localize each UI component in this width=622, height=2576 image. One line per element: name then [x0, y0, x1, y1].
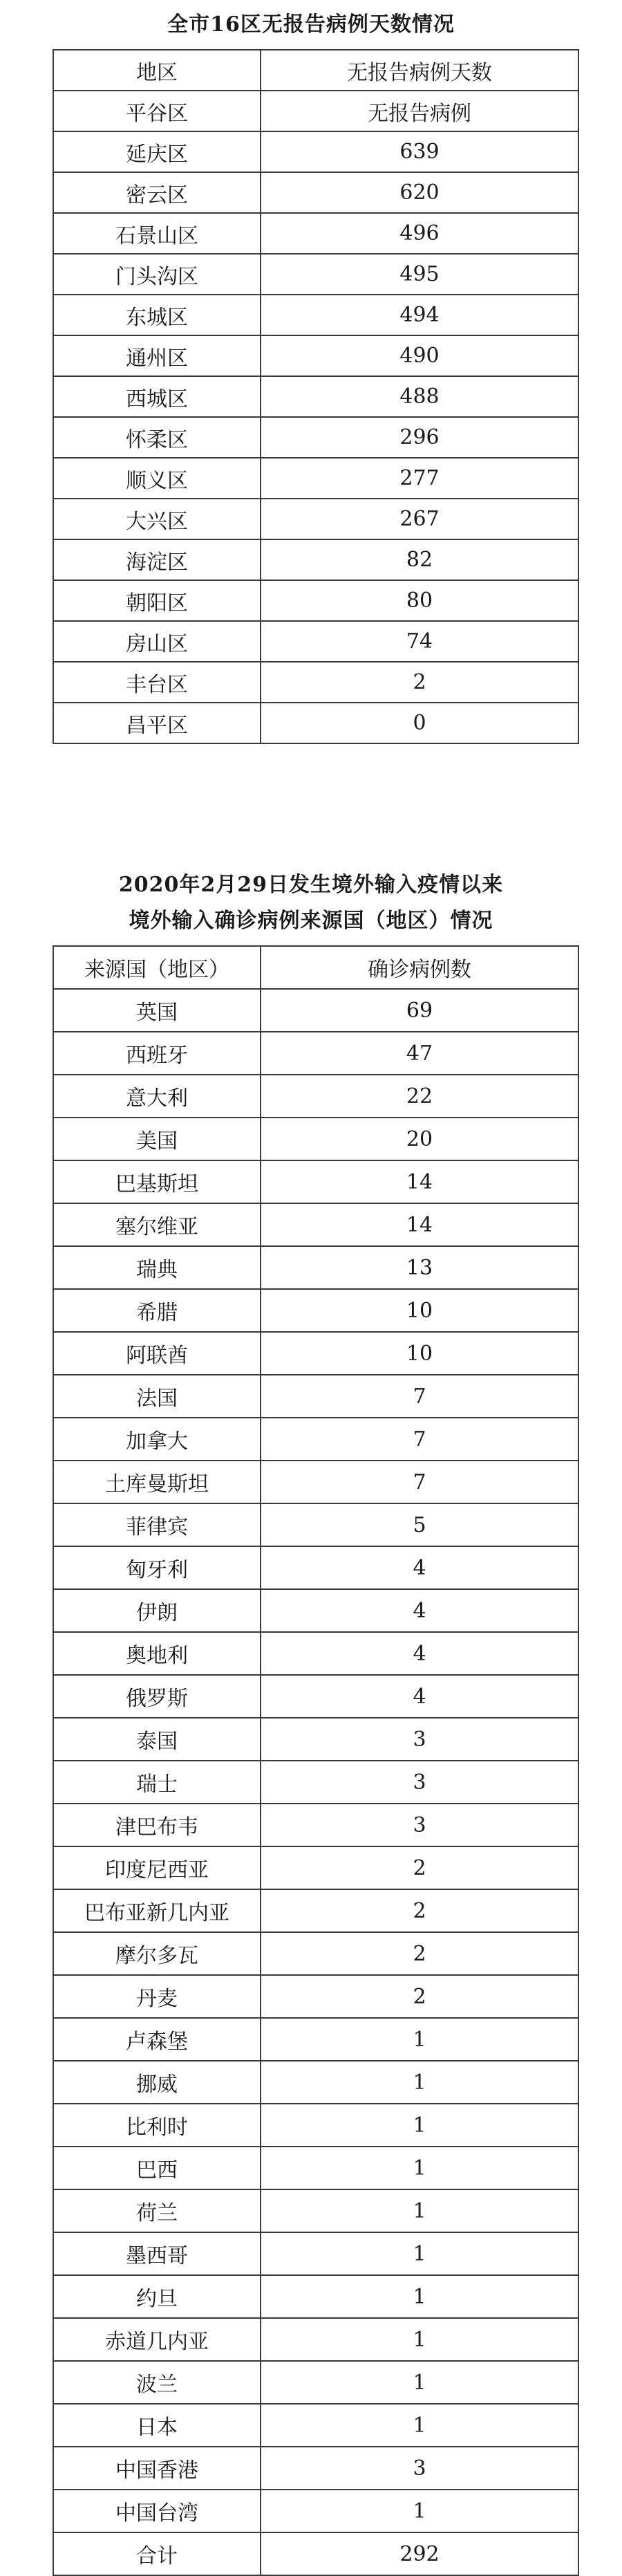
- district-cell: 延庆区: [53, 131, 261, 172]
- table-row: [53, 458, 578, 499]
- count-cell: 4: [261, 1589, 578, 1632]
- table2-title-line2: 境外输入确诊病例来源国（地区）情况: [129, 909, 493, 933]
- count-cell: 1: [261, 2104, 578, 2147]
- count-cell: 1: [261, 2318, 578, 2361]
- header-district: 地区: [53, 50, 261, 91]
- count-cell: 7: [261, 1461, 578, 1503]
- days-cell: 490: [261, 335, 578, 376]
- imported-cases-table: [53, 945, 579, 2576]
- country-cell: 巴基斯坦: [53, 1160, 261, 1203]
- table-row: [53, 1118, 578, 1160]
- days-cell: 80: [261, 580, 578, 621]
- count-cell: 69: [261, 989, 578, 1032]
- count-cell: 1: [261, 2018, 578, 2061]
- district-cell: 房山区: [53, 621, 261, 662]
- count-cell: 2: [261, 1889, 578, 1932]
- count-cell: 2: [261, 1846, 578, 1889]
- table-row: [53, 2104, 578, 2147]
- country-cell: 巴布亚新几内亚: [53, 1889, 261, 1932]
- table2-title-line1: 2020年2月29日发生境外输入疫情以来: [118, 873, 504, 897]
- table-row: [53, 1032, 578, 1075]
- days-cell: 496: [261, 213, 578, 254]
- country-cell: 奥地利: [53, 1632, 261, 1675]
- no-case-days-table: [53, 49, 579, 744]
- country-cell: 约旦: [53, 2275, 261, 2318]
- table-row: [53, 254, 578, 295]
- days-cell: 296: [261, 417, 578, 458]
- table-row: [53, 2061, 578, 2104]
- country-cell: 日本: [53, 2404, 261, 2447]
- table-row: [53, 989, 578, 1032]
- table-row: [53, 1075, 578, 1118]
- table-row: [53, 2275, 578, 2318]
- count-cell: 10: [261, 1289, 578, 1332]
- country-cell: 津巴布韦: [53, 1804, 261, 1846]
- district-cell: 平谷区: [53, 91, 261, 131]
- count-cell: 13: [261, 1246, 578, 1289]
- district-cell: 丰台区: [53, 662, 261, 703]
- table-row: [53, 1632, 578, 1675]
- count-cell: 14: [261, 1160, 578, 1203]
- country-cell: 挪威: [53, 2061, 261, 2104]
- count-cell: 2: [261, 1975, 578, 2018]
- district-cell: 门头沟区: [53, 254, 261, 295]
- table-row: [53, 1203, 578, 1246]
- district-cell: 怀柔区: [53, 417, 261, 458]
- district-cell: 通州区: [53, 335, 261, 376]
- table-header-row: [53, 946, 578, 989]
- district-cell: 石景山区: [53, 213, 261, 254]
- country-cell: 阿联酋: [53, 1332, 261, 1375]
- days-cell: 2: [261, 662, 578, 703]
- district-cell: 东城区: [53, 295, 261, 335]
- table-row: [53, 1332, 578, 1375]
- table-row: [53, 1804, 578, 1846]
- country-cell: 意大利: [53, 1075, 261, 1118]
- country-cell: 瑞典: [53, 1246, 261, 1289]
- country-cell: 卢森堡: [53, 2018, 261, 2061]
- table-row: [53, 1889, 578, 1932]
- table-row: [53, 499, 578, 539]
- count-cell: 5: [261, 1503, 578, 1546]
- table-row: [53, 1846, 578, 1889]
- country-cell: 赤道几内亚: [53, 2318, 261, 2361]
- country-cell: 塞尔维亚: [53, 1203, 261, 1246]
- table-row: [53, 1589, 578, 1632]
- total-row: [53, 2532, 578, 2575]
- table-row: [53, 2318, 578, 2361]
- table-row: [53, 2490, 578, 2532]
- days-cell: 495: [261, 254, 578, 295]
- table-row: [53, 1675, 578, 1718]
- count-cell: 2: [261, 1932, 578, 1975]
- table-row: [53, 2447, 578, 2490]
- table-row: [53, 1503, 578, 1546]
- table-row: [53, 2404, 578, 2447]
- country-cell: 摩尔多瓦: [53, 1932, 261, 1975]
- country-cell: 丹麦: [53, 1975, 261, 2018]
- header-source-country: 来源国（地区）: [53, 946, 261, 989]
- days-cell: 267: [261, 499, 578, 539]
- table-row: [53, 1246, 578, 1289]
- days-cell: 0: [261, 703, 578, 743]
- table-row: [53, 1546, 578, 1589]
- header-confirmed-count: 确诊病例数: [261, 946, 578, 989]
- table-row: [53, 2361, 578, 2404]
- country-cell: 荷兰: [53, 2189, 261, 2232]
- table-row: [53, 1975, 578, 2018]
- table-row: [53, 213, 578, 254]
- table-row: [53, 2018, 578, 2061]
- count-cell: 1: [261, 2147, 578, 2189]
- table-row: [53, 2147, 578, 2189]
- table-row: [53, 703, 578, 743]
- table-row: [53, 662, 578, 703]
- days-cell: 620: [261, 172, 578, 213]
- days-cell: 488: [261, 376, 578, 417]
- table-row: [53, 1461, 578, 1503]
- count-cell: 3: [261, 2447, 578, 2490]
- count-cell: 7: [261, 1418, 578, 1461]
- country-cell: 西班牙: [53, 1032, 261, 1075]
- country-cell: 土库曼斯坦: [53, 1461, 261, 1503]
- header-no-case-days: 无报告病例天数: [261, 50, 578, 91]
- country-cell: 法国: [53, 1375, 261, 1418]
- count-cell: 47: [261, 1032, 578, 1075]
- days-cell: 277: [261, 458, 578, 499]
- table-row: [53, 1160, 578, 1203]
- count-cell: 3: [261, 1718, 578, 1761]
- table-row: [53, 1761, 578, 1804]
- count-cell: 4: [261, 1675, 578, 1718]
- country-cell: 加拿大: [53, 1418, 261, 1461]
- district-cell: 西城区: [53, 376, 261, 417]
- country-cell: 菲律宾: [53, 1503, 261, 1546]
- count-cell: 1: [261, 2061, 578, 2104]
- count-cell: 1: [261, 2404, 578, 2447]
- country-cell: 匈牙利: [53, 1546, 261, 1589]
- district-cell: 密云区: [53, 172, 261, 213]
- table-row: [53, 1289, 578, 1332]
- days-cell: 无报告病例: [261, 91, 578, 131]
- country-cell: 伊朗: [53, 1589, 261, 1632]
- country-cell: 中国香港: [53, 2447, 261, 2490]
- district-cell: 海淀区: [53, 539, 261, 580]
- count-cell: 1: [261, 2361, 578, 2404]
- district-cell: 大兴区: [53, 499, 261, 539]
- table-row: [53, 2189, 578, 2232]
- days-cell: 639: [261, 131, 578, 172]
- country-cell: 巴西: [53, 2147, 261, 2189]
- table-row: [53, 2232, 578, 2275]
- count-cell: 7: [261, 1375, 578, 1418]
- district-cell: 昌平区: [53, 703, 261, 743]
- days-cell: 82: [261, 539, 578, 580]
- country-cell: 希腊: [53, 1289, 261, 1332]
- table-row: [53, 376, 578, 417]
- table1-title: 全市16区无报告病例天数情况: [167, 12, 455, 37]
- country-cell: 美国: [53, 1118, 261, 1160]
- count-cell: 4: [261, 1632, 578, 1675]
- country-cell: 俄罗斯: [53, 1675, 261, 1718]
- country-cell: 中国台湾: [53, 2490, 261, 2532]
- count-cell: 1: [261, 2275, 578, 2318]
- count-cell: 20: [261, 1118, 578, 1160]
- count-cell: 1: [261, 2189, 578, 2232]
- table-row: [53, 172, 578, 213]
- count-cell: 1: [261, 2490, 578, 2532]
- days-cell: 74: [261, 621, 578, 662]
- table-row: [53, 295, 578, 335]
- district-cell: 顺义区: [53, 458, 261, 499]
- table-row: [53, 580, 578, 621]
- district-cell: 朝阳区: [53, 580, 261, 621]
- count-cell: 4: [261, 1546, 578, 1589]
- count-cell: 10: [261, 1332, 578, 1375]
- table-row: [53, 1375, 578, 1418]
- country-cell: 瑞士: [53, 1761, 261, 1804]
- total-value-cell: 292: [261, 2532, 578, 2575]
- table-row: [53, 1932, 578, 1975]
- table-row: [53, 1718, 578, 1761]
- total-label-cell: 合计: [53, 2532, 261, 2575]
- country-cell: 波兰: [53, 2361, 261, 2404]
- table-row: [53, 335, 578, 376]
- table-row: [53, 1418, 578, 1461]
- table-row: [53, 131, 578, 172]
- table-row: [53, 539, 578, 580]
- country-cell: 泰国: [53, 1718, 261, 1761]
- count-cell: 3: [261, 1761, 578, 1804]
- table-row: [53, 417, 578, 458]
- country-cell: 墨西哥: [53, 2232, 261, 2275]
- count-cell: 1: [261, 2232, 578, 2275]
- country-cell: 印度尼西亚: [53, 1846, 261, 1889]
- country-cell: 英国: [53, 989, 261, 1032]
- count-cell: 3: [261, 1804, 578, 1846]
- table-header-row: [53, 50, 578, 91]
- count-cell: 22: [261, 1075, 578, 1118]
- days-cell: 494: [261, 295, 578, 335]
- count-cell: 14: [261, 1203, 578, 1246]
- table-row: [53, 621, 578, 662]
- country-cell: 比利时: [53, 2104, 261, 2147]
- table-row: [53, 91, 578, 131]
